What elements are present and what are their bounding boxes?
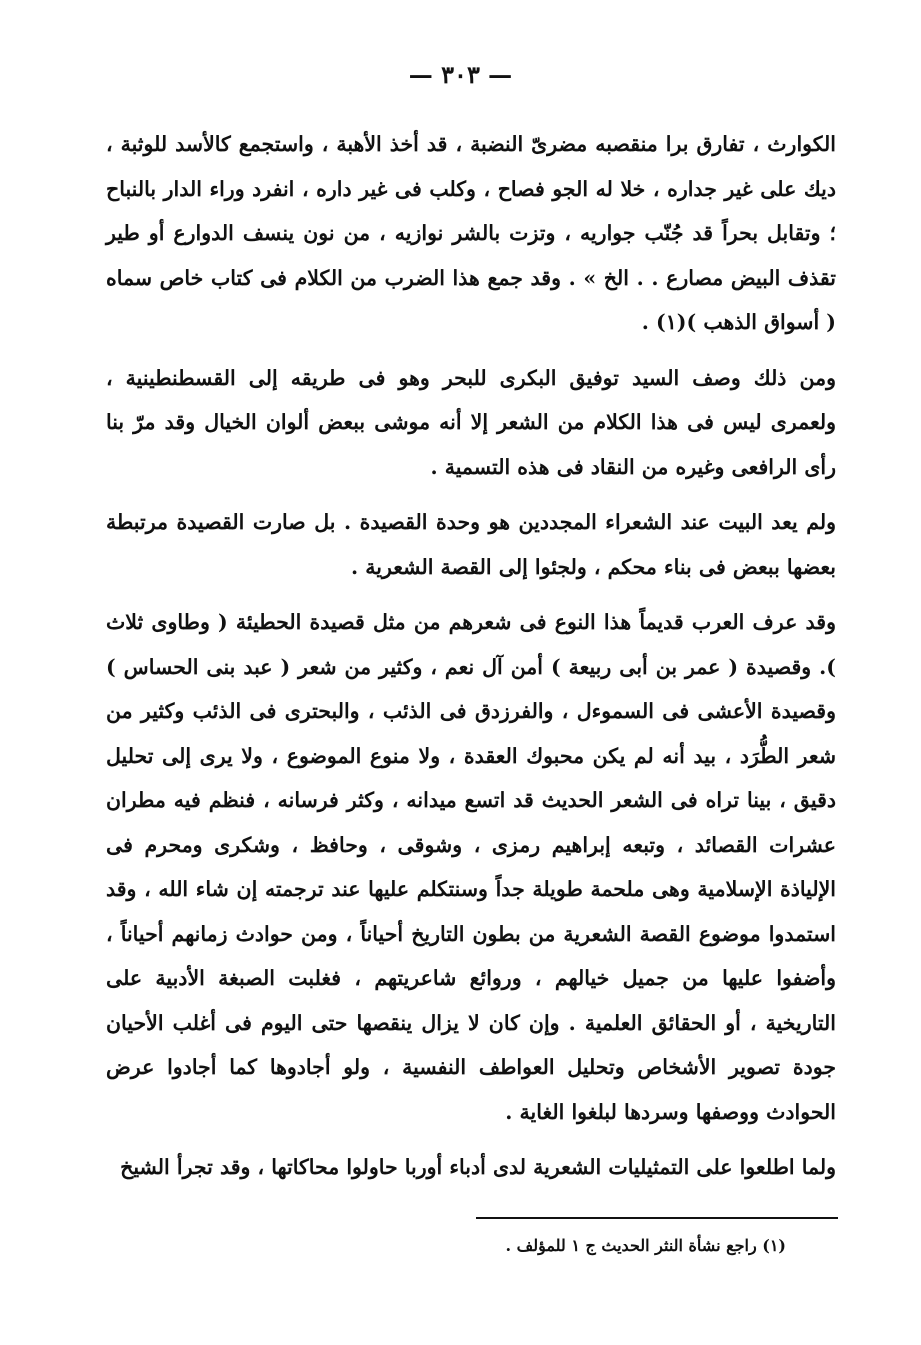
page-number: — ٣٠٣ — [408,60,513,89]
paragraph-2: ومن ذلك وصف السيد توفيق البكرى للبحر وهو فى طريقه إلى القسطنطينية ، ولعمرى ليس فى هذا الكلام من الشعر إلا أنه موشى ببعض ألوان الخيال وقد مرّ بنا رأى الرافعى وغيره من النقاد فى هذه التسمية . [106,365,836,479]
paragraph-5: ولما اطلعوا على التمثيليات الشعرية لدى أدباء أوربا حاولوا محاكاتها ، وقد تجرأ الشيخ [120,1155,836,1179]
paragraph-3: ولم يعد البيت عند الشعراء المجددين هو وحدة القصيدة . بل صارت القصيدة مرتبطة بعضها ببعض فى بناء محكم ، ولجئوا إلى القصة الشعرية . [106,510,836,579]
paragraph-4: وقد عرف العرب قديماً هذا النوع فى شعرهم من مثل قصيدة الحطيئة ( وطاوى ثلاث ). وقصيدة ( عمر بن أبى ربيعة ) أمن آل نعم ، وكثير من شعر ( عبد بنى الحساس ) وقصيدة الأعشى فى السموءل ، والفرزدق فى الذئب ، والبحترى فى الذئب وكثير من شعر الطُّرَد ، بيد أنه لم يكن محبوك العقدة ، ولا منوع الموضوع ، ولا يرى إلى تحليل دقيق ، بينا تراه فى الشعر الحديث قد اتسع ميدانه ، وكثر فرسانه ، فنظم فيه مطران عشرات القصائد ، وتبعه إبراهيم رمزى ، وشوقى ، وحافظ ، وشكرى ومحرم فى الإلياذة الإسلامية وهى ملحمة طويلة جداً وسنتكلم عليها عند ترجمته إن شاء الله ، وقد استمدوا موضوع القصة الشعرية من بطون التاريخ أحياناً ، ومن حوادث زمانهم أحياناً ، وأضفوا عليها من جميل خيالهم ، وروائع شاعريتهم ، فغلبت الصبغة الأدبية على التاريخية ، أو الحقائق العلمية . وإن كان لا يزال ينقصها حتى اليوم فى أغلب الأحيان جودة تصوير الأشخاص وتحليل العواطف النفسية ، ولو أجادوها كما أجادوا عرض الحوادث ووصفها وسردها لبلغوا الغاية . [106,610,837,1124]
main-text [106,122,836,1190]
footnote: (١) راجع نشأة النثر الحديث ج ١ للمؤلف . [505,1236,786,1255]
footnote-divider [476,1217,838,1219]
paragraph-1: الكوارث ، تفارق برا منقصبه مضرىّ النضبة ، قد أخذ الأهبة ، واستجمع كالأسد للوثبة ، ديك على غير جداره ، خلا له الجو فصاح ، وكلب فى غير داره ، انفرد وراء الدار بالنباح ؛ وتقابل بحراً قد جُنّب جواريه ، وتزت بالشر نوازيه ، من نون ينسف الدوارع أو طير تقذف البيض مصارع . . الخ » . وقد جمع هذا الضرب من الكلام فى كتاب خاص سماه ( أسواق الذهب )(١) . [106,132,836,334]
